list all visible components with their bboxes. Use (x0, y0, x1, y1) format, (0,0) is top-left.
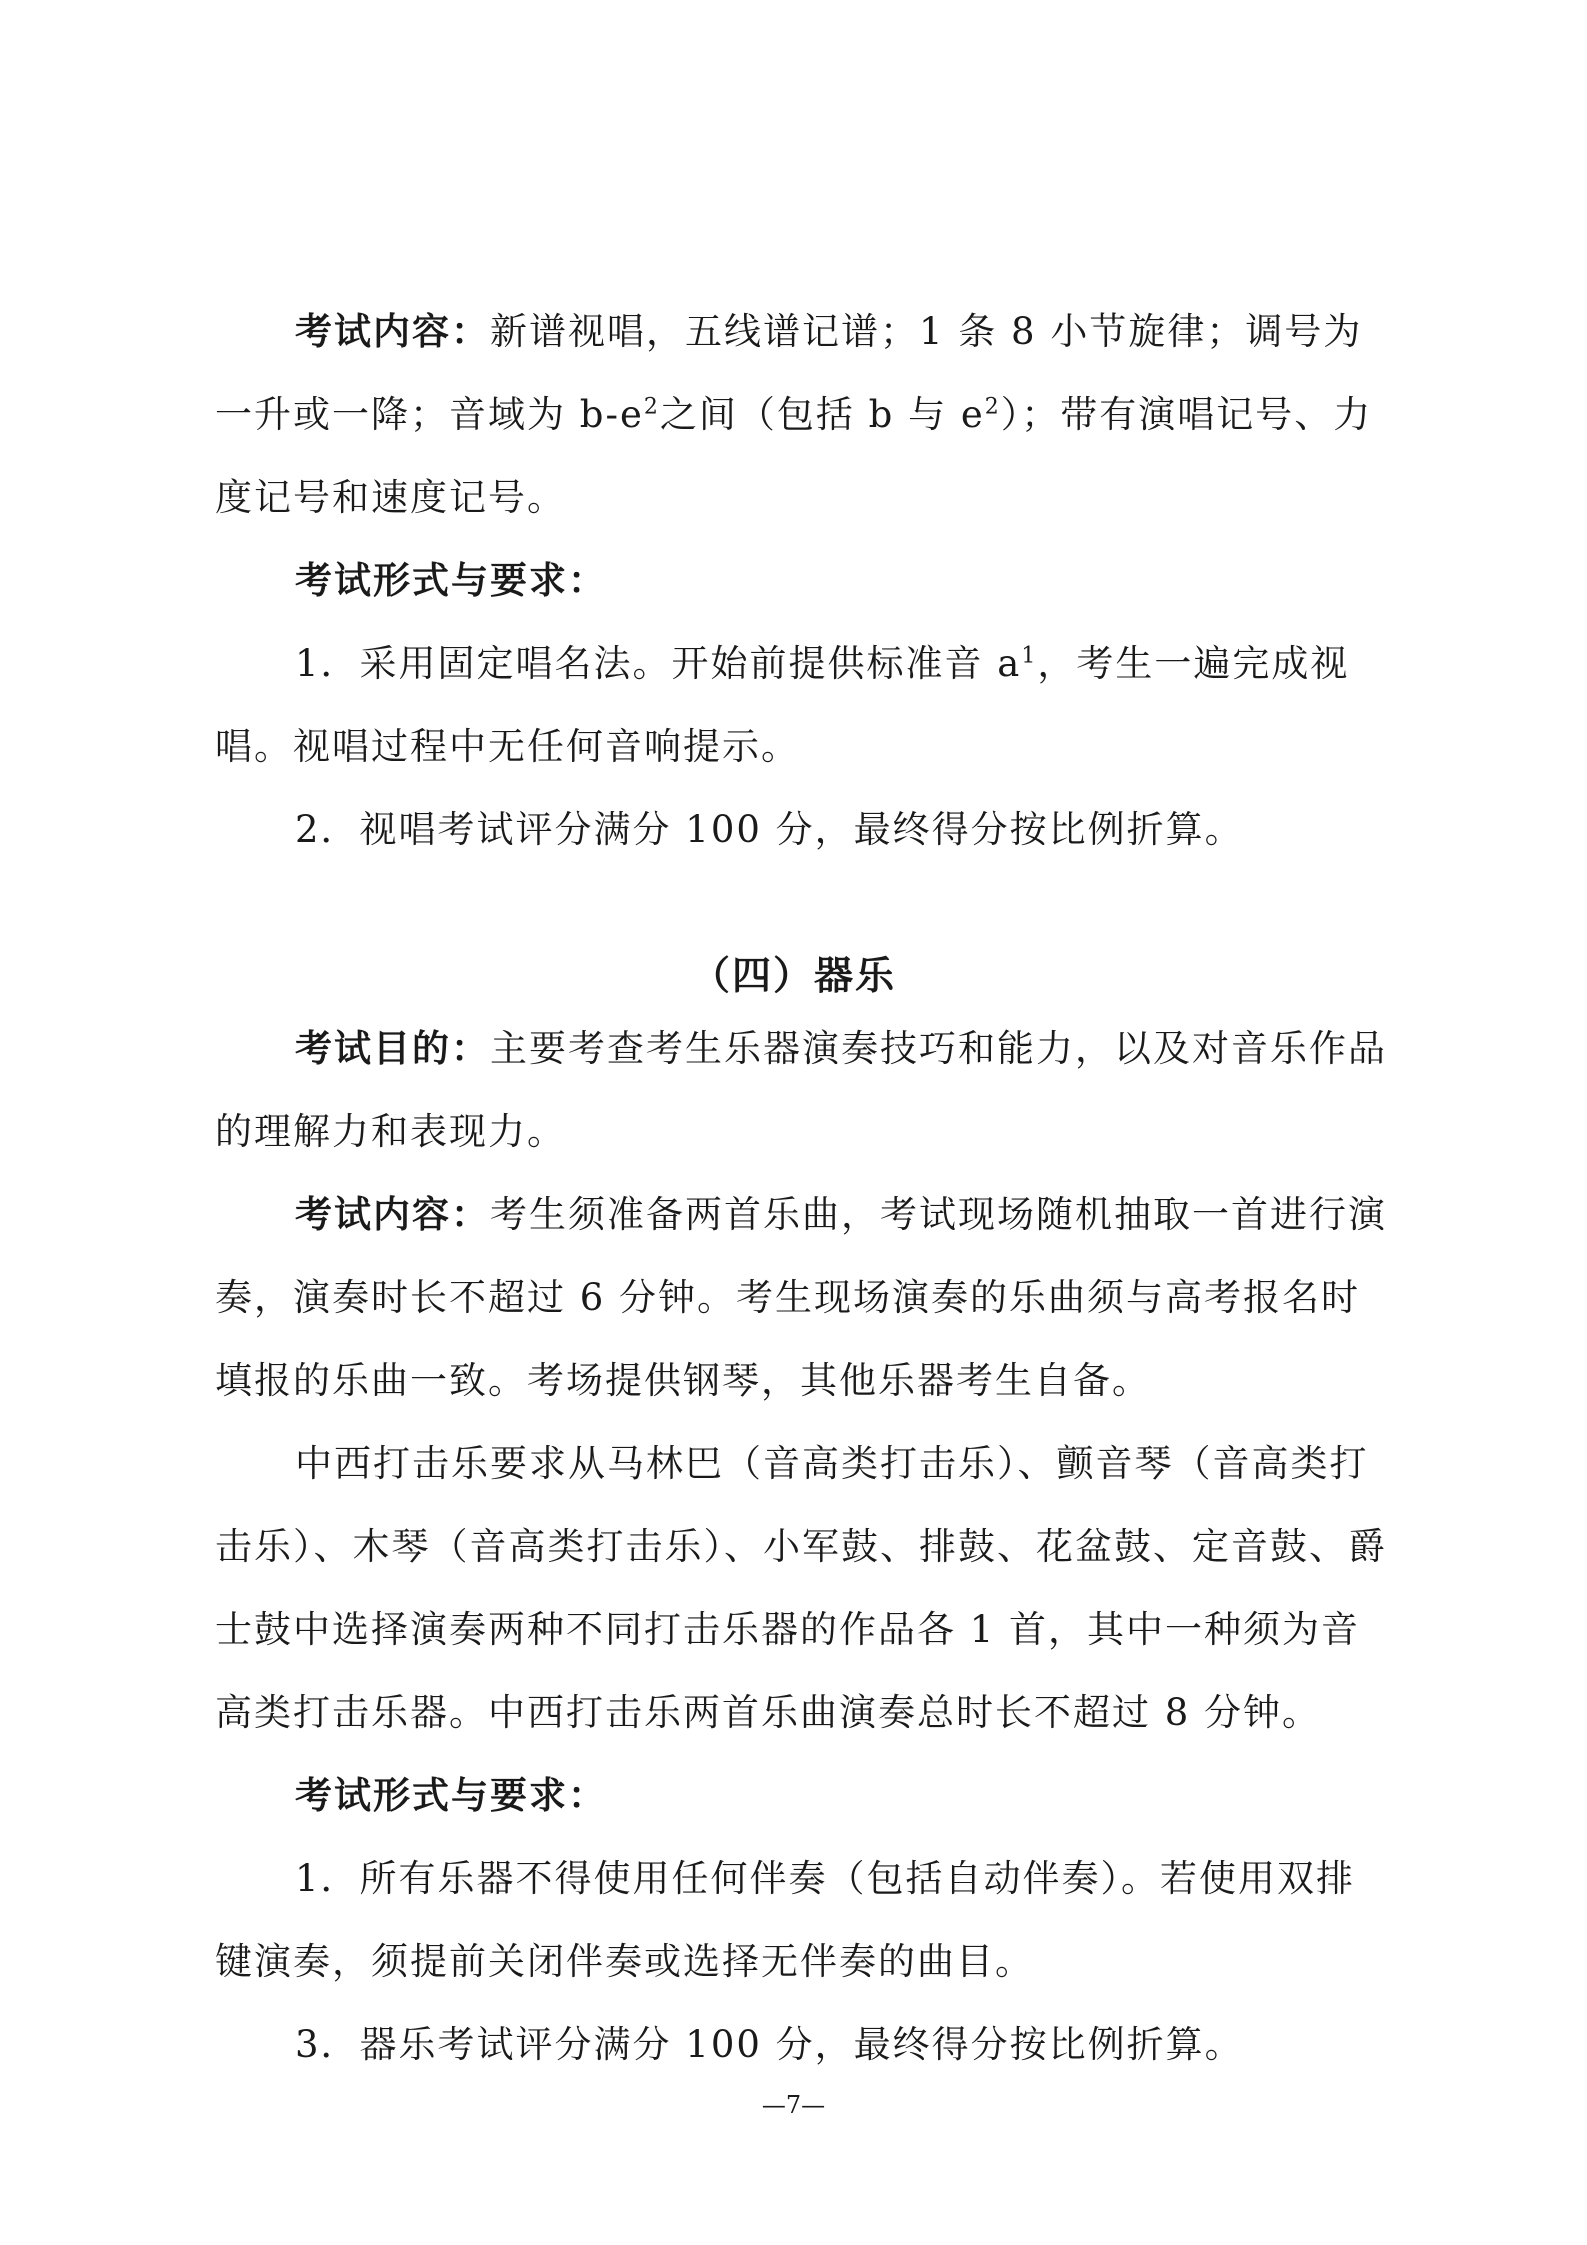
sight-singing-form-label: 考试形式与要求： (295, 558, 607, 602)
instrumental-content-text: 考生须准备两首乐曲，考试现场随机抽取一首进行演奏，演奏时长不超过 6 分钟。考生现场演奏的乐曲须与高考报名时填报的乐曲一致。考场提供钢琴，其他乐器考生自备。 (215, 1193, 1387, 1402)
content-text-3: ）；带有演唱记号、力度记号和速度记号。 (215, 393, 1373, 519)
instrumental-requirement-1: 1．所有乐器不得使用任何伴奏（包括自动伴奏）。若使用双排键演奏，须提前关闭伴奏或选择无伴奏的曲目。 (215, 1857, 1356, 1983)
instrumental-form-label: 考试形式与要求： (295, 1773, 607, 1817)
content-text-2: 之间（包括 b 与 e (659, 393, 985, 436)
instrumental-content-paragraph (215, 1173, 1391, 1422)
sight-singing-requirement-1 (215, 622, 1391, 788)
purpose-text: 主要考查考生乐器演奏技巧和能力，以及对音乐作品的理解力和表现力。 (215, 1027, 1387, 1153)
superscript-1: 1 (1021, 643, 1038, 669)
instrumental-requirement-3: 3．器乐考试评分满分 100 分，最终得分按比例折算。 (295, 2023, 1244, 2066)
sight-singing-content-paragraph (215, 290, 1391, 539)
page-number: —7— (761, 2091, 826, 2119)
content-text-1: 新谱视唱，五线谱记谱；1 条 8 小节旋律；调号为一升或一降；音域为 b-e (215, 310, 1363, 436)
sight-singing-requirement-2: 2．视唱考试评分满分 100 分，最终得分按比例折算。 (295, 808, 1244, 851)
superscript-2a: 2 (643, 394, 660, 420)
req1-text-1: 1．采用固定唱名法。开始前提供标准音 a (295, 642, 1022, 685)
purpose-label: 考试目的： (295, 1026, 490, 1070)
percussion-paragraph: 中西打击乐要求从马林巴（音高类打击乐）、颤音琴（音高类打击乐）、木琴（音高类打击乐）、小军鼓、排鼓、花盆鼓、定音鼓、爵士鼓中选择演奏两种不同打击乐器的作品各 1 首，其中一种须为音高类打击乐器。中西打击乐两首乐曲演奏总时长不超过 8 分钟。 (215, 1442, 1387, 1734)
instrumental-purpose-paragraph (215, 1007, 1391, 1173)
instrumental-content-label: 考试内容： (295, 1192, 490, 1236)
superscript-2b: 2 (984, 394, 1001, 420)
content-label: 考试内容： (295, 309, 490, 353)
req1-text-2: ，考生一遍完成视唱。视唱过程中无任何音响提示。 (215, 642, 1350, 768)
section-heading-instrumental: （四）器乐 (690, 953, 896, 999)
